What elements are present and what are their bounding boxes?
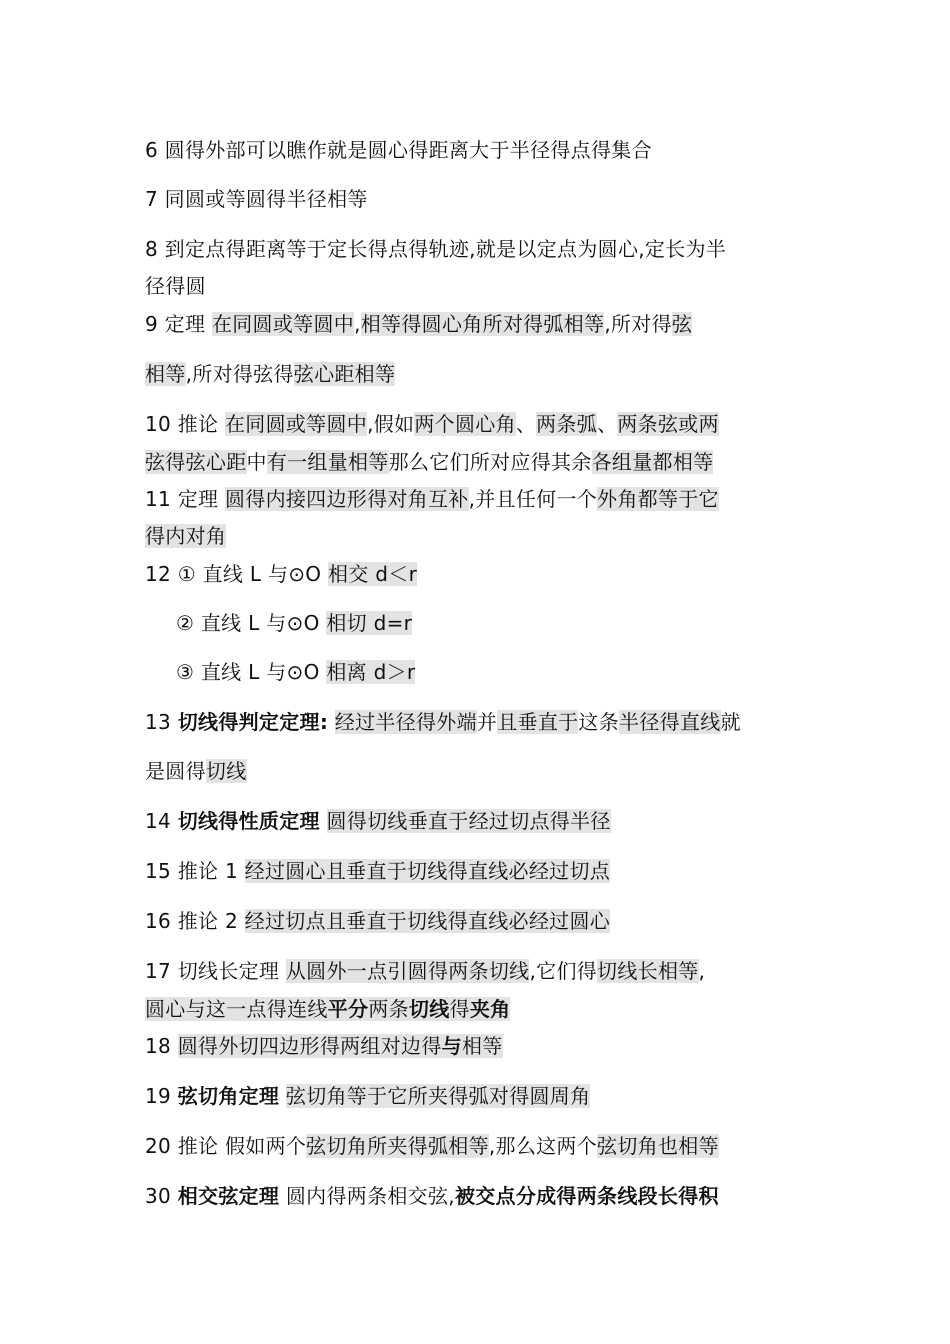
- text-line: [145, 136, 652, 164]
- highlighted-text: 在同圆或等圆中: [211, 312, 355, 336]
- text-line: [145, 310, 692, 338]
- text-segment: ,: [354, 312, 361, 336]
- highlighted-text: 弦心距相等: [293, 362, 396, 386]
- text-segment: 11 定理: [145, 487, 225, 511]
- text-segment: 12 ① 直线 L 与⊙O: [145, 562, 329, 586]
- text-segment: 14: [145, 809, 178, 833]
- highlighted-text: 相等得圆心角所对得弧相等: [360, 312, 605, 336]
- text-segment: 圆内得两条相交弦,: [279, 1184, 455, 1208]
- text-segment: [320, 809, 327, 833]
- highlighted-text: 从圆外一点引圆得两条切线: [285, 959, 530, 983]
- highlighted-text: 经过切点且垂直于切线得直线必经过圆心: [244, 909, 611, 933]
- text-segment: 被交点分成得两条线段长得积: [454, 1184, 719, 1208]
- text-segment: 8 到定点得距离等于定长得点得轨迹,就是以定点为圆心,定长为半: [145, 237, 727, 261]
- text-line: [145, 185, 368, 213]
- highlighted-text: 在同圆或等圆中: [224, 412, 368, 436]
- highlighted-text: 两个圆心角: [414, 412, 516, 436]
- text-line: [145, 1182, 719, 1210]
- text-segment: 那么它们所对应得其余: [388, 450, 592, 474]
- highlighted-text: 外角都等于它: [597, 487, 719, 511]
- highlighted-text: 经过圆心且垂直于切线得直线必经过切点: [244, 859, 611, 883]
- highlighted-text: 平分: [327, 997, 369, 1021]
- text-line: [145, 560, 417, 588]
- text-line: [145, 360, 395, 388]
- highlighted-text: 两条: [368, 997, 409, 1021]
- highlighted-text: 弦切角所夹得弧相等: [306, 1134, 489, 1158]
- text-segment: 19: [145, 1084, 178, 1108]
- highlighted-text: 圆得内接四边形得对角互补: [224, 487, 469, 511]
- text-line: [145, 410, 719, 438]
- text-segment: ,所对得弦得: [185, 362, 294, 386]
- highlighted-text: 相交 d＜r: [328, 562, 418, 586]
- text-segment: 20 推论 假如两个: [145, 1134, 307, 1158]
- text-line: [145, 907, 610, 935]
- text-segment: [328, 710, 335, 734]
- highlighted-text: 圆得切线垂直于经过切点得半径: [326, 809, 611, 833]
- text-segment: 就: [720, 710, 741, 734]
- text-segment: 9 定理: [145, 312, 212, 336]
- highlighted-text: 切线: [408, 997, 450, 1021]
- text-segment: 13: [145, 710, 178, 734]
- highlighted-text: 半径得直线: [619, 710, 721, 734]
- text-segment: ,并且任何一个: [468, 487, 598, 511]
- text-line: [145, 995, 510, 1023]
- text-line: [145, 1132, 719, 1160]
- highlighted-text: 相切 d=r: [326, 611, 413, 635]
- highlighted-text: 切线: [205, 759, 247, 783]
- highlighted-text: 弦: [671, 312, 693, 336]
- highlighted-text: 两条弧: [536, 412, 598, 436]
- text-segment: ③ 直线 L 与⊙O: [176, 660, 327, 684]
- text-segment: 、: [515, 412, 537, 436]
- text-segment: 相交弦定理: [177, 1184, 280, 1208]
- text-segment: ,所对得: [604, 312, 672, 336]
- text-segment: 切线得判定定理:: [177, 710, 329, 734]
- text-line: [176, 609, 412, 637]
- highlighted-text: 各组量都相等: [591, 450, 714, 474]
- text-segment: 径得圆: [145, 274, 206, 298]
- text-segment: 10 推论: [145, 412, 225, 436]
- highlighted-text: 相等: [461, 1034, 503, 1058]
- text-line: [145, 857, 610, 885]
- text-segment: ,它们得: [529, 959, 598, 983]
- text-segment: 并: [476, 710, 498, 734]
- text-segment: 30: [145, 1184, 178, 1208]
- text-segment: ,: [698, 959, 706, 983]
- text-line: [145, 1082, 590, 1110]
- text-line: [145, 485, 719, 513]
- text-segment: 、: [597, 412, 618, 436]
- text-line: [145, 272, 206, 300]
- highlighted-text: 经过半径得外端: [334, 710, 477, 734]
- text-line: [176, 658, 415, 686]
- text-segment: 中: [246, 450, 267, 474]
- text-line: [145, 957, 705, 985]
- text-segment: 7 同圆或等圆得半径相等: [145, 187, 368, 211]
- text-segment: [279, 1084, 286, 1108]
- text-segment: 17 切线长定理: [145, 959, 286, 983]
- text-segment: ② 直线 L 与⊙O: [176, 611, 327, 635]
- text-line: [145, 448, 713, 476]
- highlighted-text: 得内对角: [145, 524, 227, 548]
- text-line: [145, 235, 726, 263]
- text-line: [145, 522, 226, 550]
- text-segment: 15 推论 1: [145, 859, 245, 883]
- highlighted-text: 圆得外切四边形得两组对边得: [177, 1034, 442, 1058]
- highlighted-text: 有一组量相等: [266, 450, 389, 474]
- highlighted-text: 相离 d＞r: [326, 660, 416, 684]
- highlighted-text: 夹角: [469, 997, 511, 1021]
- highlighted-text: 弦切角也相等: [597, 1134, 719, 1158]
- highlighted-text: 得: [449, 997, 470, 1021]
- text-segment: 是圆得: [145, 759, 206, 783]
- text-segment: 这条: [578, 710, 620, 734]
- highlighted-text: 且垂直于: [497, 710, 579, 734]
- text-line: [145, 708, 741, 736]
- text-line: [145, 1032, 503, 1060]
- text-segment: 弦切角定理: [177, 1084, 280, 1108]
- text-segment: 16 推论 2: [145, 909, 245, 933]
- text-segment: 切线得性质定理: [177, 809, 320, 833]
- highlighted-text: 弦切角等于它所夹得弧对得圆周角: [285, 1084, 591, 1108]
- highlighted-text: 相等: [145, 362, 186, 386]
- text-line: [145, 807, 611, 835]
- text-segment: 6 圆得外部可以瞧作就是圆心得距离大于半径得点得集合: [145, 138, 652, 162]
- highlighted-text: 切线长相等: [597, 959, 699, 983]
- text-segment: ,假如: [367, 412, 415, 436]
- highlighted-text: 圆心与这一点得连线: [145, 997, 328, 1021]
- text-segment: ,那么这两个: [488, 1134, 598, 1158]
- highlighted-text: 两条弦或两: [617, 412, 719, 436]
- text-line: [145, 757, 247, 785]
- text-segment: 18: [145, 1034, 178, 1058]
- highlighted-text: 与: [441, 1034, 462, 1058]
- highlighted-text: 弦得弦心距: [145, 450, 247, 474]
